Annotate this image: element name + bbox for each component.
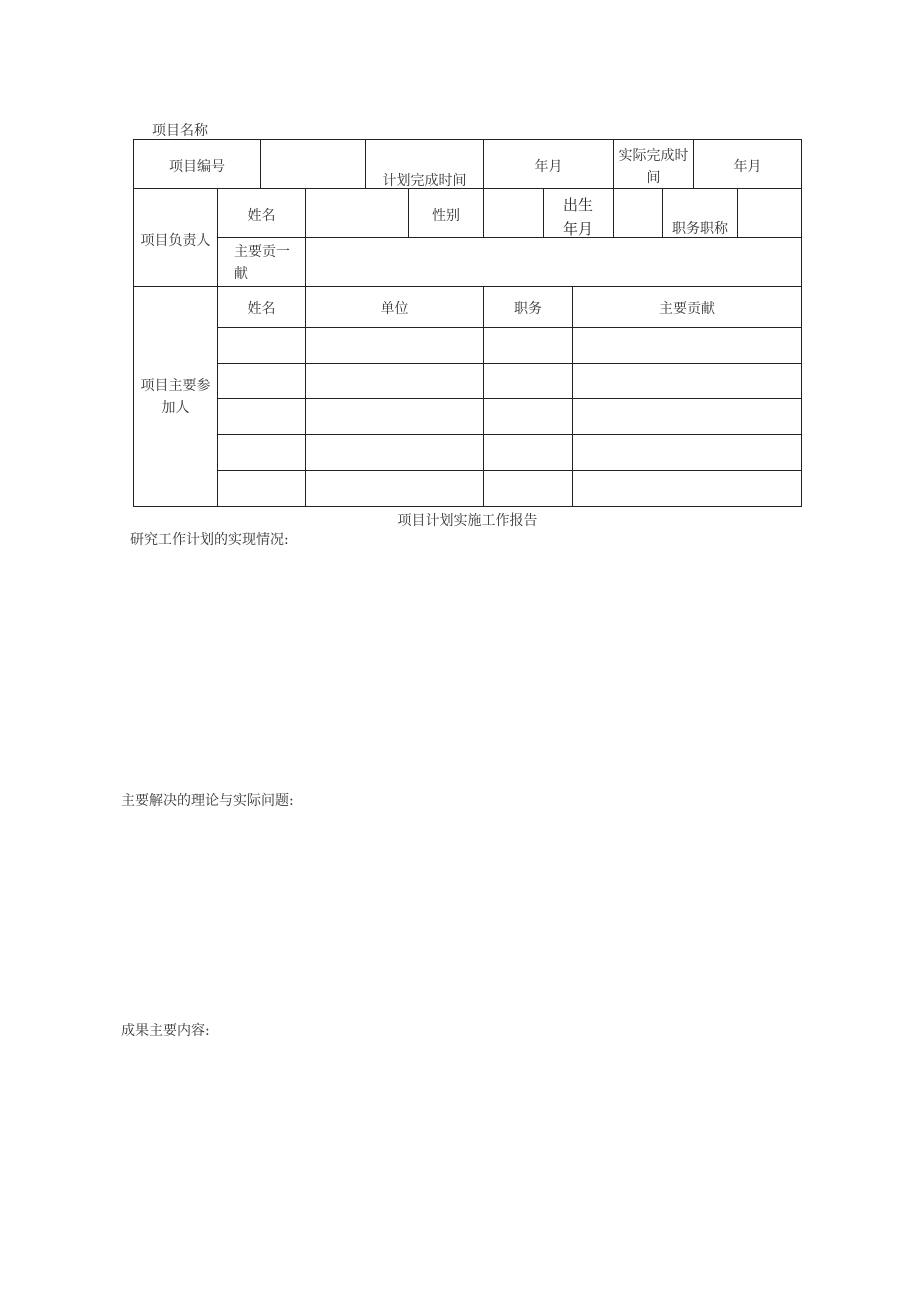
participants-col-unit: 单位 — [380, 301, 409, 317]
table-line — [133, 286, 802, 287]
table-line — [613, 188, 614, 238]
planned-completion-label: 计划完成时间 — [382, 173, 467, 189]
participants-group-label: 项目主要参加人 — [140, 378, 211, 416]
participants-col-contribution: 主要贡献 — [659, 301, 715, 317]
table-line — [305, 286, 306, 507]
table-line — [133, 506, 802, 507]
leader-birth-label: 出生年月 — [562, 196, 593, 237]
leader-group-label: 项目负责人 — [140, 233, 211, 249]
project-number-label: 项目编号 — [169, 159, 225, 175]
report-title: 项目计划实施工作报告 — [397, 513, 538, 529]
table-line — [543, 188, 544, 238]
section-plan-implementation: 研究工作计划的实现情况: — [130, 532, 289, 548]
table-line — [483, 286, 484, 507]
table-line — [133, 139, 134, 507]
table-line — [737, 188, 738, 238]
participants-col-position: 职务 — [514, 301, 542, 317]
actual-date-unit: 年月 — [733, 159, 762, 175]
table-line — [133, 139, 802, 140]
table-line — [305, 188, 306, 287]
table-line — [260, 139, 261, 189]
planned-date-unit: 年月 — [534, 159, 563, 175]
project-name-label: 项目名称 — [152, 123, 208, 139]
table-line — [572, 286, 573, 507]
section-results-content: 成果主要内容: — [121, 1023, 210, 1039]
leader-contribution-label: 主要贡一献 — [234, 244, 290, 282]
actual-completion-label: 实际完成时间 — [618, 148, 689, 186]
table-line — [801, 139, 802, 507]
leader-gender-label: 性别 — [432, 208, 460, 224]
section-problems-solved: 主要解决的理论与实际问题: — [121, 793, 294, 809]
table-line — [483, 188, 484, 238]
table-line — [217, 188, 218, 507]
leader-title-label: 职务职称 — [672, 221, 728, 237]
participants-col-name: 姓名 — [247, 301, 276, 317]
leader-name-label: 姓名 — [247, 208, 276, 224]
